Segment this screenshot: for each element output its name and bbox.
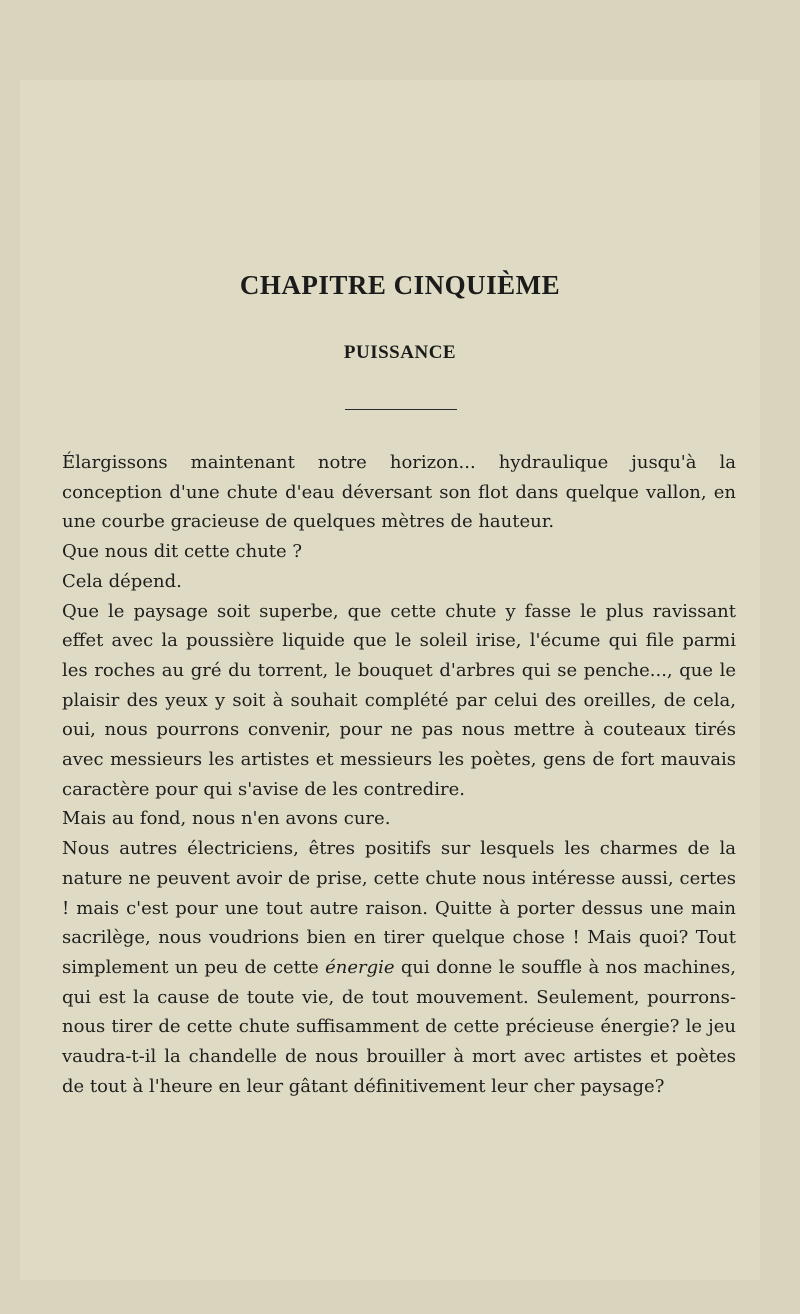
paragraph: Mais au fond, nous n'en avons cure. — [62, 808, 391, 830]
paragraph: Élargissons maintenant notre horizon... hydraulique jusqu'à la conception d'une chute d'eau déversant son flot dans quelque vallon, en une courbe gracieuse de quelques mètres de hauteur. — [62, 452, 736, 533]
body-text — [62, 448, 736, 1101]
emphasis-energie: énergie — [325, 956, 395, 978]
section-divider — [345, 409, 457, 410]
paragraph-energie — [62, 834, 736, 1101]
paragraph-text-before: Nous autres électriciens, êtres positifs sur lesquels les charmes de la nature ne peuvent avoir de prise, cette chute nous intéresse aussi, certes ! mais c'est pour une tout autre raison. Quitte à porter dessus une main sacrilège, nous voudrions bien en tirer quelque chose ! Mais quoi? Tout simplement un peu de cette — [62, 838, 736, 978]
paragraph: Cela dépend. — [62, 570, 182, 592]
section-title: PUISSANCE — [343, 342, 457, 363]
chapter-title: CHAPITRE CINQUIÈME — [239, 270, 561, 300]
paragraph: Que le paysage soit superbe, que cette chute y fasse le plus ravissant effet avec la poussière liquide que le soleil irise, l'écume qui file parmi les roches au gré du torrent, le bouquet d'arbres qui se penche..., que le plaisir des yeux y soit à souhait complété par celui des oreilles, de cela, oui, nous pourrons convenir, pour ne pas nous mettre à couteaux tirés avec messieurs les artistes et messieurs les poètes, gens de fort mauvais caractère pour qui s'avise de les contredire. — [62, 600, 736, 800]
paragraph-text-after: qui donne le souffle à nos machines, qui est la cause de toute vie, de tout mouvement. Seulement, pourrons-nous tirer de cette chute suffisamment de cette précieuse énergie? le jeu vaudra-t-il la chandelle de nous brouiller à mort avec artistes et poètes de tout à l'heure en leur gâtant définitivement leur cher paysage? — [62, 956, 736, 1097]
paragraph: Que nous dit cette chute ? — [62, 541, 303, 563]
